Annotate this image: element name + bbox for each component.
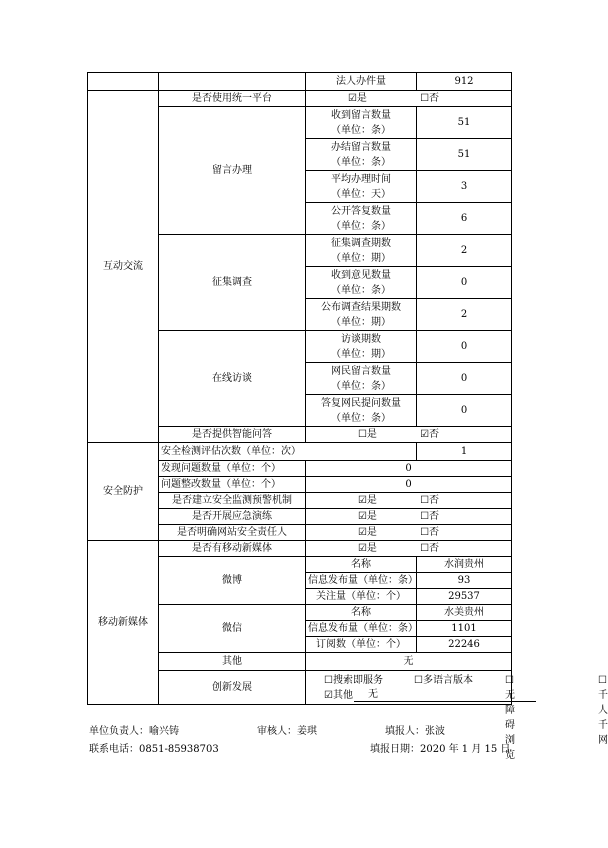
msg-received-value: 51 [417, 107, 512, 139]
drill-yes-checkbox[interactable]: ☑是 [357, 511, 377, 522]
survey-periods-unit: （单位：期） [331, 252, 391, 264]
warning-mech-label: 是否建立安全监测预警机制 [159, 493, 306, 509]
weibo-posts-value: 93 [417, 573, 512, 589]
security-section: 安全防护 [88, 443, 159, 541]
msg-done-label: 办结留言数量 [331, 141, 391, 153]
weibo-followers-value: 29537 [417, 589, 512, 605]
issues-found-value: 0 [306, 461, 512, 477]
opinions-unit: （单位：条） [331, 284, 391, 296]
weibo-followers-label: 关注量（单位：个） [306, 589, 417, 605]
issues-found-label: 发现问题数量（单位：个） [159, 461, 306, 477]
interaction-section: 互动交流 [88, 91, 159, 443]
wechat-name-label: 名称 [306, 605, 417, 621]
unified-platform-yes-checkbox[interactable]: ☑是 [347, 93, 367, 104]
drill-no-checkbox[interactable]: ☐否 [420, 511, 440, 522]
survey-label: 征集调查 [159, 235, 306, 331]
warning-mech-yes-checkbox[interactable]: ☑是 [357, 495, 377, 506]
innov-other-checkbox[interactable]: ☑其他 [324, 689, 353, 701]
unified-platform-no-checkbox[interactable]: ☐否 [420, 93, 440, 104]
innov-multilang-checkbox[interactable]: ☐多语言版本 [414, 674, 473, 686]
owner-yes-checkbox[interactable]: ☑是 [357, 527, 377, 538]
netizen-replies-label: 答复网民提问数量 [321, 397, 401, 409]
msg-done-unit: （单位：条） [331, 156, 391, 168]
security-checks-value: 1 [417, 443, 512, 461]
wechat-subs-value: 22246 [417, 637, 512, 653]
warning-mech-no-checkbox[interactable]: ☐否 [420, 495, 440, 506]
wechat-posts-label: 信息发布量（单位：条） [306, 621, 417, 637]
netizen-msgs-value: 0 [417, 363, 512, 395]
public-reply-value: 6 [417, 203, 512, 235]
innov-accessible-checkbox[interactable]: ☐无障碍浏览 [505, 674, 515, 761]
filler-label: 填报人：张波 [385, 726, 445, 737]
has-mobile-yes-checkbox[interactable]: ☑是 [357, 543, 377, 554]
mobile-section: 移动新媒体 [88, 541, 159, 705]
wechat-label: 微信 [159, 605, 306, 653]
public-reply-unit: （单位：条） [331, 220, 391, 232]
unit-head-label: 单位负责人：喻兴铸 [89, 726, 179, 737]
weibo-label: 微博 [159, 557, 306, 605]
reviewer-label: 审核人：姜琪 [257, 726, 317, 737]
unified-platform-label: 是否使用统一平台 [159, 91, 306, 107]
issues-fixed-label: 问题整改数量（单位：个） [159, 477, 306, 493]
msg-received-label: 收到留言数量 [331, 109, 391, 121]
wechat-subs-label: 订阅数（单位：个） [306, 637, 417, 653]
table-row [88, 541, 512, 557]
innovation-section: 创新发展 [159, 671, 306, 705]
msg-received-unit: （单位：条） [331, 124, 391, 136]
innov-thousand-checkbox[interactable]: ☐千人千网 [598, 674, 608, 746]
table-row [88, 73, 512, 91]
interview-periods-value: 0 [417, 331, 512, 363]
date-label: 填报日期：2020 年 1 月 15 日 [370, 744, 511, 755]
smart-qa-no-checkbox[interactable]: ☑否 [420, 429, 440, 440]
legal-person-value: 912 [417, 73, 512, 91]
legal-person-label: 法人办件量 [306, 73, 417, 91]
phone-label: 联系电话：0851-85938703 [89, 744, 219, 755]
innov-other-field[interactable]: 无 [354, 688, 536, 702]
table-row [88, 443, 512, 461]
table-row [88, 91, 512, 107]
smart-qa-yes-checkbox[interactable]: ☐是 [357, 429, 377, 440]
message-handling-label: 留言办理 [159, 107, 306, 235]
opinions-value: 0 [417, 267, 512, 299]
avg-time-unit: （单位：天） [331, 188, 391, 200]
survey-periods-value: 2 [417, 235, 512, 267]
unified-platform-options [306, 91, 512, 107]
security-checks-label: 安全检测评估次数（单位：次） [159, 443, 417, 461]
msg-done-value: 51 [417, 139, 512, 171]
other-label: 其他 [159, 653, 306, 671]
weibo-name-value: 水润贵州 [417, 557, 512, 573]
weibo-name-label: 名称 [306, 557, 417, 573]
owner-no-checkbox[interactable]: ☐否 [420, 527, 440, 538]
innov-search-checkbox[interactable]: ☐搜索即服务 [324, 674, 383, 686]
has-mobile-label: 是否有移动新媒体 [159, 541, 306, 557]
other-value: 无 [306, 653, 512, 671]
survey-results-label: 公布调查结果期数 [321, 301, 401, 313]
avg-time-label: 平均办理时间 [331, 173, 391, 185]
netizen-msgs-unit: （单位：条） [331, 380, 391, 392]
survey-results-unit: （单位：期） [331, 316, 391, 328]
issues-fixed-value: 0 [306, 477, 512, 493]
online-interview-label: 在线访谈 [159, 331, 306, 427]
interview-periods-unit: （单位：期） [331, 348, 391, 360]
survey-periods-label: 征集调查期数 [331, 237, 391, 249]
avg-time-value: 3 [417, 171, 512, 203]
netizen-replies-unit: （单位：条） [331, 412, 391, 424]
smart-qa-label: 是否提供智能问答 [159, 427, 306, 443]
wechat-name-value: 水美贵州 [417, 605, 512, 621]
wechat-posts-value: 1101 [417, 621, 512, 637]
has-mobile-no-checkbox[interactable]: ☐否 [420, 543, 440, 554]
netizen-msgs-label: 网民留言数量 [331, 365, 391, 377]
survey-results-value: 2 [417, 299, 512, 331]
opinions-label: 收到意见数量 [331, 269, 391, 281]
public-reply-label: 公开答复数量 [331, 205, 391, 217]
drill-label: 是否开展应急演练 [159, 509, 306, 525]
netizen-replies-value: 0 [417, 395, 512, 427]
owner-label: 是否明确网站安全责任人 [159, 525, 306, 541]
weibo-posts-label: 信息发布量（单位：条） [306, 573, 417, 589]
interview-periods-label: 访谈期数 [341, 333, 381, 345]
